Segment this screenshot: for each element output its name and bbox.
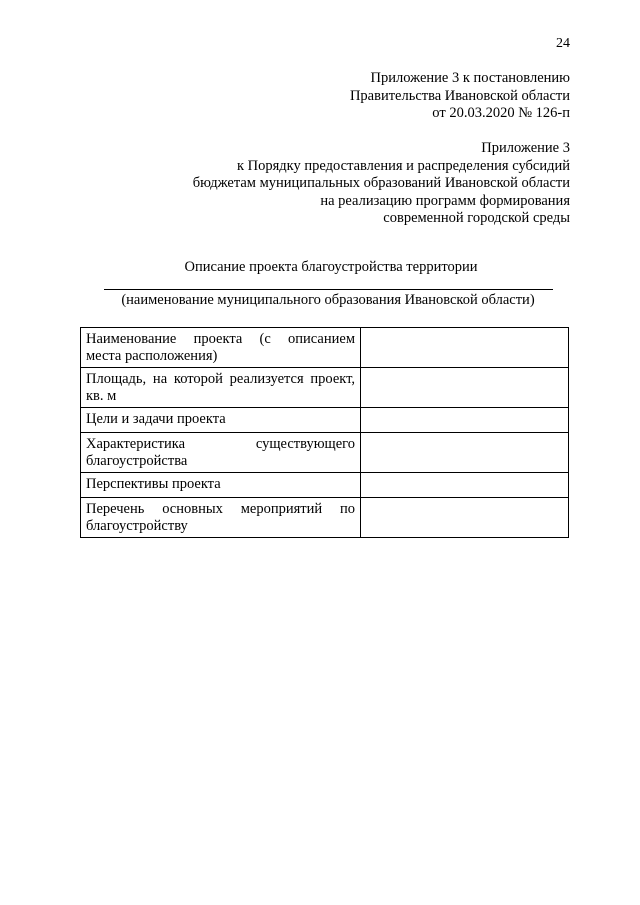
row-label-project-name xyxy=(81,328,361,368)
label-line: Цели и задачи проекта xyxy=(86,411,226,427)
value-cell-prospects[interactable] xyxy=(361,473,569,498)
value-cell-goals[interactable] xyxy=(361,408,569,433)
row-label-area xyxy=(81,368,361,408)
table-row xyxy=(81,328,569,368)
appendix-resolution-line: Приложение 3 к постановлению xyxy=(370,70,570,86)
label-line: Перечень основных мероприятий по xyxy=(86,501,355,517)
label-line: Перспективы проекта xyxy=(86,476,221,492)
row-label-prospects xyxy=(81,473,361,498)
value-cell-measures[interactable] xyxy=(361,498,569,538)
table-row xyxy=(81,368,569,408)
page-number: 24 xyxy=(556,36,570,51)
value-cell-project-name[interactable] xyxy=(361,328,569,368)
document-title: Описание проекта благоустройства территории xyxy=(184,259,478,275)
table-row xyxy=(81,433,569,473)
appendix-procedure-line: современной городской среды xyxy=(383,210,570,226)
label-line: Площадь, на которой реализуется проект, xyxy=(86,371,355,387)
appendix-procedure-line: на реализацию программ формирования xyxy=(320,192,570,209)
municipality-blank-line[interactable] xyxy=(104,289,553,290)
label-line: благоустройству xyxy=(86,518,188,534)
value-cell-existing-improvement[interactable] xyxy=(361,433,569,473)
project-description-table xyxy=(80,327,569,538)
label-line: Наименование проекта (с описанием xyxy=(86,331,355,347)
table-row xyxy=(81,473,569,498)
label-line: места расположения) xyxy=(86,348,218,364)
row-label-existing-improvement xyxy=(81,433,361,473)
appendix-procedure-header xyxy=(193,140,570,228)
value-cell-area[interactable] xyxy=(361,368,569,408)
appendix-procedure-line: Приложение 3 xyxy=(481,140,570,156)
municipality-caption: (наименование муниципального образования Ивановской области) xyxy=(121,292,535,308)
appendix-procedure-line: бюджетам муниципальных образований Ивановской области xyxy=(192,175,570,191)
label-line: кв. м xyxy=(86,388,117,404)
appendix-resolution-header xyxy=(350,70,570,123)
label-line: Характеристика существующего xyxy=(86,436,355,452)
appendix-procedure-line: к Порядку предоставления и распределения субсидий xyxy=(236,157,570,174)
appendix-resolution-line: от 20.03.2020 № 126-п xyxy=(432,105,570,121)
appendix-resolution-line: Правительства Ивановской области xyxy=(349,87,570,104)
table-row xyxy=(81,408,569,433)
label-line: благоустройства xyxy=(86,453,188,469)
row-label-measures xyxy=(81,498,361,538)
row-label-goals xyxy=(81,408,361,433)
table-row xyxy=(81,498,569,538)
